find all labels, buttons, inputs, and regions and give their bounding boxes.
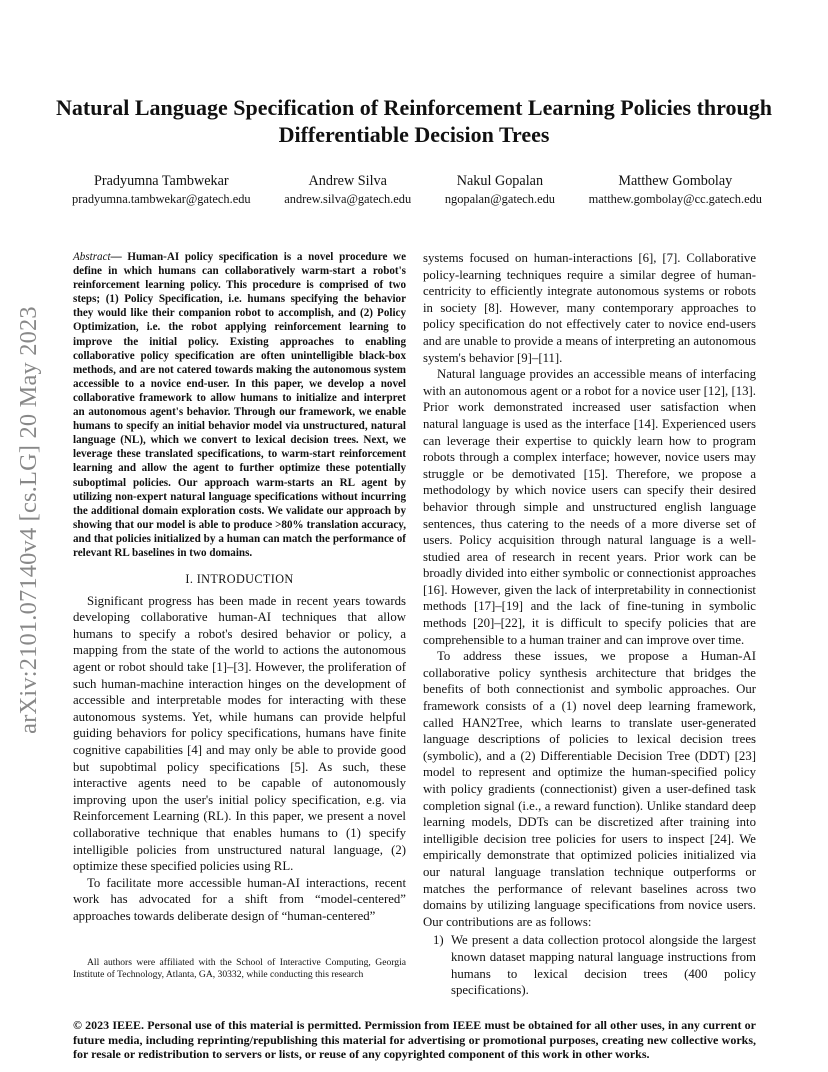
author-email: matthew.gombolay@cc.gatech.edu <box>588 192 762 206</box>
affiliation-footnote: All authors were affiliated with the School of Interactive Computing, Georgia Institute of Technology, Atlanta, GA, 30332, while conducting this research <box>73 957 406 981</box>
author-name: Matthew Gombolay <box>618 173 733 189</box>
list-item-number: 1) <box>433 933 444 948</box>
intro-paragraph-4: To address these issues, we propose a Human-AI collaborative policy synthesis architecture that bridges the benefits of both connectionist and symbolic approaches. Our framework consists of a (1) novel deep learning framework, called HAN2Tree, which learns to translate user-generated language descriptions of policies to lexical decision trees (symbolic), and a (2) Differentiable Decision Tree (DDT) [23] model to represent and optimize the human-specified policy with policy gradients (connectionist) given a user-defined task completion signal (i.e., a reward function). Unlike standard deep learning models, DDTs can be discretized after training into intelligible decision tree policies for users to inspect [24]. We empirically demonstrate that optimized policies initialized via our natural language translation technique outperforms or matches the performance of relevant baselines across two domains by utilizing language specifications from novice users. Our contributions are as follows: <box>423 649 756 929</box>
abstract-lead: Abstract <box>73 251 111 263</box>
intro-paragraph-2: To facilitate more accessible human-AI interactions, recent work has advocated for a shift from “model-centered” approaches towards deliberate design of “human-centered” <box>73 875 406 923</box>
contributions-list <box>423 932 756 998</box>
author-1 <box>72 172 251 208</box>
arxiv-stamp <box>8 282 50 758</box>
author-name: Nakul Gopalan <box>456 173 544 189</box>
abstract <box>73 250 406 560</box>
author-email: ngopalan@gatech.edu <box>444 192 555 206</box>
arxiv-stamp-text: arXiv:2101.07140v4 [cs.LG] 20 May 2023 <box>15 306 42 734</box>
author-2 <box>284 172 411 208</box>
author-name: Pradyumna Tambwekar <box>93 173 229 189</box>
author-4 <box>589 172 762 208</box>
author-list <box>72 172 762 208</box>
section-heading-introduction: I. INTRODUCTION <box>185 572 294 587</box>
left-column <box>73 250 406 925</box>
author-name: Andrew Silva <box>308 173 387 189</box>
right-column <box>423 250 756 999</box>
intro-paragraph-3: Natural language provides an accessible means of interfacing with an autonomous agent or a robot for a novice user [12], [13]. Prior work demonstrated increased user satisfaction when natural language is used as the interface [14]. Experienced users can leverage their expertise to quickly learn how to program robots through a complex interface; however, novice users may struggle or be demotivated [15]. Therefore, we propose a methodology by which novice users can specify their desired behavior through simple and unstructured english language sentences, thus catering to the needs of a more diverse set of users. Policy acquisition through natural language is a well-studied area of research in recent years. Prior work can be broadly divided into either symbolic or connectionist approaches [16]. However, given the lack of interpretability in connectionist methods [17]–[19] and the lack of fine-tuning in symbolic methods [20]–[22], it is difficult to specify policies that are comprehensible to a human trainer and can improve over time. <box>423 367 756 647</box>
intro-paragraph-1: Significant progress has been made in recent years towards developing collaborative human-AI techniques that allow humans to specify a robot's desired behavior or policy, a mapping from the state of the world to actions the autonomous agent or robot should take [1]–[3]. However, the proliferation of such human-machine interaction hinges on the development of accessible and interpretable modes for interacting with these autonomous systems. Yet, while humans can provide helpful guiding behaviors for policy specifications, humans have finite cognitive capabilities [4] and may only be able to provide good but supobtimal policy specifications [5]. As such, these interactive agents need to be capable of autonomously improving upon the user's initial policy specification, e.g. via Reinforcement Learning (RL). In this paper, we present a novel collaborative technique that enables humans to (1) specify intelligible policies from unstructured natural language, (2) optimize these specified policies using RL. <box>73 593 406 874</box>
abstract-text: — Human-AI policy specification is a novel procedure we define in which humans can collaboratively warm-start a robot's reinforcement learning policy. This procedure is comprised of two steps; (1) Policy Specification, i.e. humans specifying the behavior they would like their companion robot to accomplish, and (2) Policy Optimization, i.e. the robot applying reinforcement learning to improve the initial policy. Existing approaches to enabling collaborative policy specification are often unintelligible black-box methods, and are not catered towards making the autonomous system accessible to a novice end-user. In this paper, we develop a novel collaborative framework to allow humans to initialize and interpret an autonomous agent's behavior. Through our framework, we enable humans to specify an initial behavior model via unstructured, natural language (NL), which we convert to lexical decision trees. Next, we leverage these translated specifications, to warm-start reinforcement learning and allow the agent to further optimize these potentially suboptimal policies. Our approach warm-starts an RL agent by utilizing non-expert natural language specifications without incurring the additional domain exploration costs. We validate our approach by showing that our model is able to produce >80% translation accuracy, and that policies initialized by a human can match the performance of relevant RL baselines in two domains. <box>73 251 406 559</box>
author-email: pradyumna.tambwekar@gatech.edu <box>72 192 251 206</box>
author-email: andrew.silva@gatech.edu <box>284 192 412 206</box>
intro-paragraph-2-continued: systems focused on human-interactions [6], [7]. Collaborative policy-learning techniques require a similar degree of human-centricity to efficiently integrate autonomous systems or robots in society [8]. However, many contemporary approaches to policy specification do not effectively cater to novice end-users and are unable to provide a means of interpreting an autonomous system's behavior [9]–[11]. <box>423 251 756 365</box>
copyright-notice: © 2023 IEEE. Personal use of this material is permitted. Permission from IEEE must be obtained for all other uses, in any current or future media, including reprinting/republishing this material for advertising or promotional purposes, creating new collective works, for resale or redistribution to servers or lists, or reuse of any copyrighted component of this work in other works. <box>73 1018 756 1062</box>
author-3 <box>445 172 555 208</box>
paper-title: Natural Language Specification of Reinforcement Learning Policies through Differentiable Decision Trees <box>56 95 772 147</box>
list-item <box>423 932 756 998</box>
list-item-text: We present a data collection protocol alongside the largest known dataset mapping natural language instructions from humans to lexical decision trees (400 policy specifications). <box>451 933 756 998</box>
